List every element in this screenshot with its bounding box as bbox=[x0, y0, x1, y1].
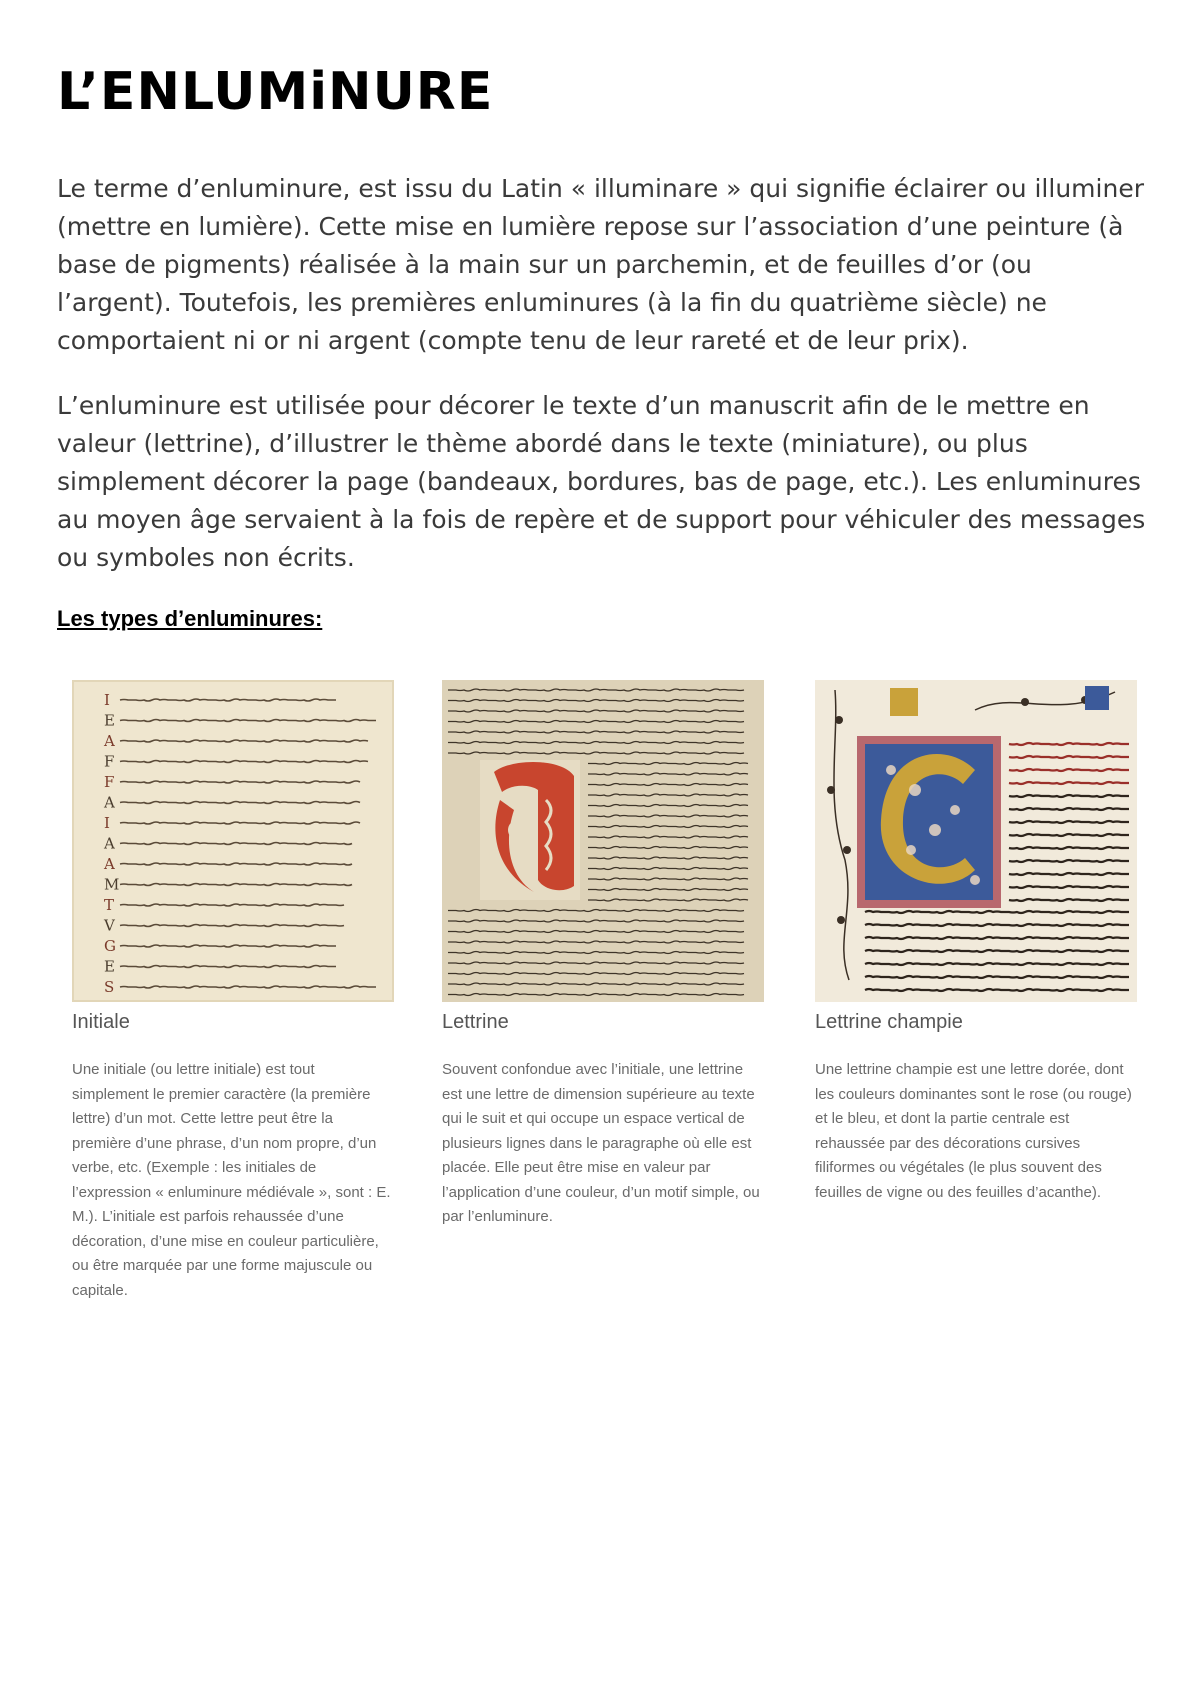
intro-paragraph-2: L’enluminure est utilisée pour décorer le texte d’un manuscrit afin de le mettre en valeur (lettrine), d’illustrer le thème abordé dans le texte (miniature), ou plus simplement décorer la page (bandeaux, bordures, bas de page, etc.). Les enluminures au moyen âge servaient à la fois de repère et de support pour véhiculer des messages ou symboles non écrits. bbox=[57, 391, 1146, 572]
initial-letter: G bbox=[104, 937, 116, 955]
initial-letter: S bbox=[104, 978, 115, 996]
type-title-initiale: Initiale bbox=[72, 1011, 130, 1033]
type-description-initiale: Une initiale (ou lettre initiale) est tout simplement le premier caractère (la première lettre) d’un mot. Cette lettre peut être la première d’une phrase, d’un nom propre, d’un verbe, etc. (Exemple : les initiales de l’expression « enluminure médiévale », sont : E. M.). L’initiale est parfois rehaussée d’une décoration, d’une mise en couleur particulière, ou être marquée par une forme majuscule ou capitale. bbox=[72, 1061, 391, 1299]
types-heading: Les types d’enluminures: bbox=[57, 606, 323, 631]
page-title: L’ENLUMiNURE bbox=[57, 62, 494, 122]
type-card-lettrine-champie bbox=[815, 680, 1137, 1205]
initial-letter: F bbox=[104, 752, 115, 771]
initial-letter: A bbox=[104, 834, 115, 853]
initial-letter: I bbox=[104, 814, 110, 832]
champie-letter bbox=[857, 736, 1001, 908]
type-description-lettrine: Souvent confondue avec l’initiale, une lettrine est une lettre de dimension supérieure au texte qui le suit et qui occupe un espace vertical de plusieurs lignes dans le paragraphe où elle est placée. Elle peut être mise en valeur par l’application d’une couleur, d’un motif simple, ou par l’enluminure. bbox=[442, 1061, 760, 1225]
type-title-lettrine-champie: Lettrine champie bbox=[815, 1011, 963, 1033]
type-title-lettrine: Lettrine bbox=[442, 1011, 509, 1033]
initial-letter: V bbox=[104, 916, 115, 935]
initial-letter: E bbox=[104, 711, 115, 730]
initiale-manuscript-image bbox=[72, 680, 394, 1002]
initial-letter: A bbox=[104, 732, 115, 750]
type-description-lettrine-champie: Une lettrine champie est une lettre dorée, dont les couleurs dominantes sont le rose (ou rouge) et le bleu, et dont la partie centrale est rehaussée par des décorations cursives filiformes ou végétales (le plus souvent des feuilles de vigne ou des feuilles d’acanthe). bbox=[815, 1061, 1132, 1201]
initial-letter: A bbox=[104, 793, 115, 812]
intro-paragraph-1: Le terme d’enluminure, est issu du Latin « illuminare » qui signifie éclairer ou illuminer (mettre en lumière). Cette mise en lumière repose sur l’association d’une peinture (à base de pigments) réalisée à la main sur un parchemin, et de feuilles d’or (ou l’argent). Toutefois, les premières enluminures (à la fin du quatrième siècle) ne comportaient ni or ni argent (compte tenu de leur rareté et de leur prix). bbox=[57, 174, 1144, 355]
initial-letter: M bbox=[104, 875, 120, 894]
initial-letter: A bbox=[104, 855, 115, 873]
initial-letter: E bbox=[104, 957, 115, 976]
lettrine-champie-manuscript-image bbox=[815, 680, 1137, 1002]
initial-letter: F bbox=[104, 773, 115, 791]
initial-letter: T bbox=[104, 896, 115, 914]
lettrine-manuscript-image bbox=[442, 680, 764, 1002]
initial-letter: I bbox=[104, 691, 110, 709]
type-card-lettrine bbox=[442, 680, 764, 1230]
type-card-initiale bbox=[72, 680, 394, 1303]
lettrine-red-letter bbox=[480, 760, 580, 900]
